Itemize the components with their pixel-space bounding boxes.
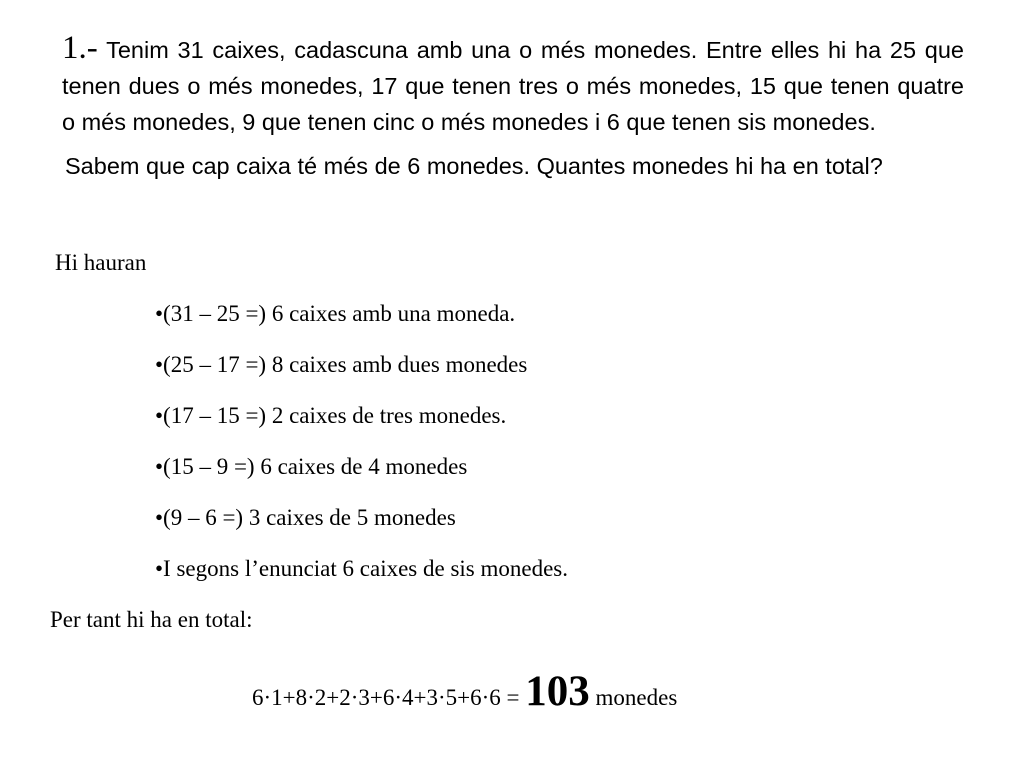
result-expression: 6·1+8·2+2·3+6·4+3·5+6·6 =: [252, 685, 520, 710]
solution-result: [252, 662, 677, 728]
problem-question: Sabem que cap caixa té més de 6 monedes. Quantes monedes hi ha en total?: [65, 153, 883, 179]
result-total: 103: [525, 668, 590, 715]
problem-number: 1.-: [62, 30, 98, 66]
solution-step: •(25 – 17 =) 8 caixes amb dues monedes: [155, 352, 528, 377]
solution-summary: Per tant hi ha en total:: [50, 607, 253, 632]
problem-paragraph: [62, 30, 964, 140]
solution-step: •(31 – 25 =) 6 caixes amb una moneda.: [155, 301, 516, 326]
problem-statement: [62, 30, 964, 184]
problem-text: Tenim 31 caixes, cadascuna amb una o més monedes. Entre elles hi ha 25 que tenen dues o més monedes, 17 que tenen tres o més monedes, 15 que tenen quatre o més monedes, 9 que tenen cinc o més monedes i 6 que tenen sis monedes.: [62, 37, 965, 135]
result-unit: monedes: [595, 685, 678, 710]
solution-intro: Hi hauran: [55, 250, 147, 275]
solution-step: •(17 – 15 =) 2 caixes de tres monedes.: [155, 403, 507, 428]
solution-step: •(15 – 9 =) 6 caixes de 4 monedes: [155, 454, 468, 479]
solution-step: •I segons l’enunciat 6 caixes de sis monedes.: [155, 556, 569, 581]
solution-steps: [155, 300, 568, 606]
solution-step: •(9 – 6 =) 3 caixes de 5 monedes: [155, 505, 456, 530]
